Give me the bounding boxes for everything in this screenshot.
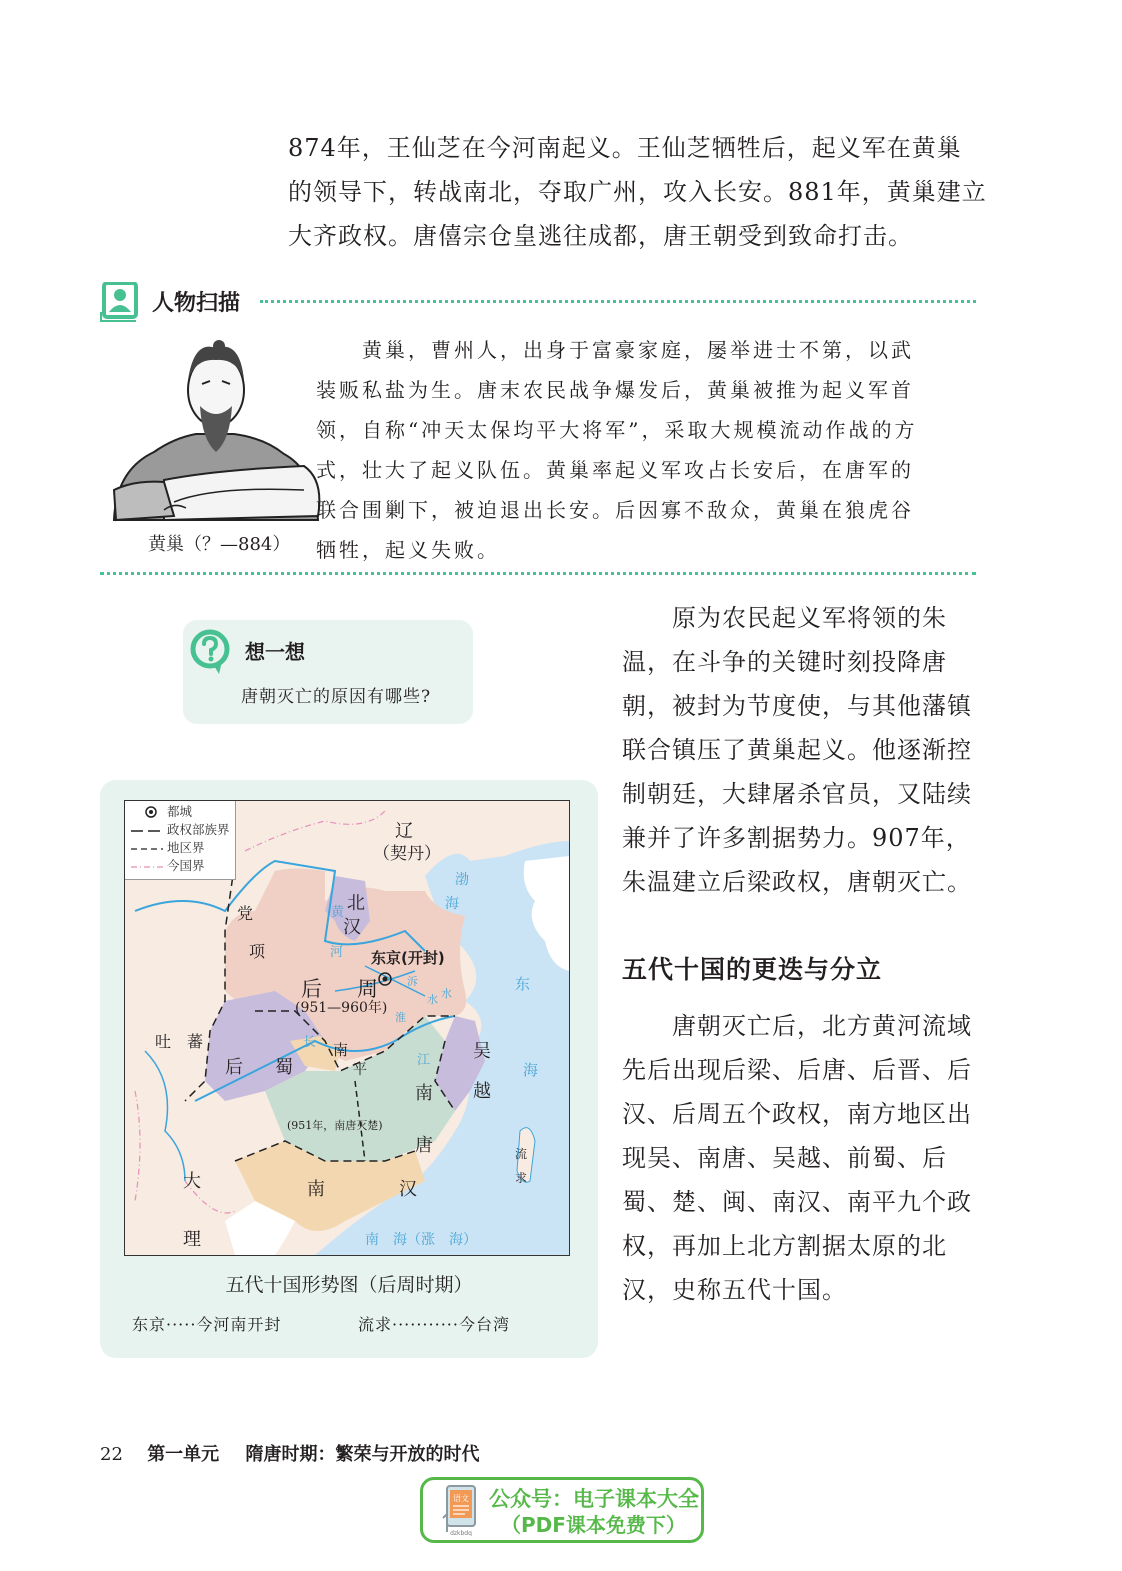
- zhuwen-paragraph: [622, 596, 982, 904]
- label-bohai-2: 海: [445, 896, 459, 912]
- label-wuyue-1: 吴: [473, 1041, 491, 1062]
- zhuwen-line: 原为农民起义军将领的朱: [622, 604, 947, 632]
- map-figure: [100, 780, 598, 1358]
- label-dali-2: 理: [183, 1229, 201, 1250]
- label-dangxiang-1: 党: [237, 904, 254, 923]
- label-chu-note: (951年，南唐灭楚): [287, 1119, 383, 1132]
- intro-paragraph: [288, 126, 987, 258]
- long-dash-line-icon: [129, 821, 165, 839]
- badge-line2: （PDF课本免费下）: [501, 1513, 686, 1537]
- think-question: 唐朝灭亡的原因有哪些?: [241, 687, 432, 707]
- question-bubble-icon: [189, 628, 231, 676]
- dash-dot-line-icon: [129, 857, 165, 875]
- dotted-divider: [260, 300, 976, 303]
- label-houzhou-years: (951—960年): [295, 1000, 388, 1016]
- zhuwen-line: 朱温建立后梁政权，唐朝灭亡。: [622, 868, 972, 896]
- unit-label: 第一单元: [147, 1444, 220, 1465]
- ebook-tablet-icon: [441, 1484, 481, 1536]
- page-number: 22: [100, 1444, 123, 1465]
- label-nantang-1: 南: [415, 1083, 433, 1104]
- watermark-badge: [420, 1477, 704, 1543]
- label-bohai-1: 渤: [455, 872, 469, 888]
- label-donghai-2: 海: [523, 1061, 539, 1079]
- label-capital: 东京(开封): [371, 949, 445, 967]
- label-nanping-1: 南: [333, 1041, 349, 1059]
- zhuwen-line: 温，在斗争的关键时刻投降唐: [622, 648, 947, 676]
- label-huanghe-2: 河: [330, 945, 344, 960]
- map-note-liuqiu: 流求···········今台湾: [358, 1315, 510, 1334]
- person-scan-title: 人物扫描: [152, 291, 241, 316]
- think-box: [183, 620, 473, 724]
- unit-title: 隋唐时期：繁荣与开放的时代: [245, 1444, 480, 1465]
- bio-line: 领，自称“冲天太保均平大将军”，采取大规模流动作战的方: [316, 418, 918, 442]
- label-wuyue-2: 越: [473, 1081, 491, 1102]
- section-line: 先后出现后梁、后唐、后晋、后: [622, 1056, 972, 1084]
- legend-regime-border: 政权部族界: [125, 821, 235, 839]
- section-line: 汉，史称五代十国。: [622, 1276, 847, 1304]
- section-line: 蜀、楚、闽、南汉、南平九个政: [622, 1188, 972, 1216]
- bio-line: 式，壮大了起义队伍。黄巢率起义军攻占长安后，在唐军的: [316, 458, 914, 482]
- label-sishui-2: 水: [441, 987, 452, 1000]
- legend-modern-border: 今国界: [125, 857, 235, 875]
- label-liao: 辽: [395, 821, 413, 842]
- svg-text:dzkbdq: dzkbdq: [450, 1530, 472, 1536]
- huangchao-portrait: [104, 330, 326, 526]
- zhuwen-line: 朝，被封为节度使，与其他藩镇: [622, 692, 972, 720]
- bio-line: 黄巢，曹州人，出身于富豪家庭，屡举进士不第，以武: [316, 338, 914, 362]
- label-liuqiu-1: 流: [515, 1147, 528, 1161]
- legend-region-border: 地区界: [125, 839, 235, 857]
- zhuwen-line: 联合镇压了黄巢起义。他逐渐控: [622, 736, 972, 764]
- intro-line: 的领导下，转战南北，夺取广州，攻入长安。881年，黄巢建立: [288, 178, 987, 206]
- bio-line: 牺牲，起义失败。: [316, 538, 500, 562]
- label-nanping-2: 平: [353, 1062, 367, 1078]
- map-note-dongjing: 东京·····今河南开封: [132, 1315, 282, 1334]
- think-title: 想一想: [245, 640, 305, 664]
- label-beihan-1: 北: [347, 893, 365, 914]
- label-tubo: 吐 蕃: [155, 1032, 204, 1051]
- intro-line: 874年，王仙芝在今河南起义。王仙芝牺牲后，起义军在黄巢: [288, 134, 962, 162]
- label-nanhai: 南 海（涨 海）: [365, 1232, 477, 1248]
- person-card-icon: [100, 282, 138, 322]
- intro-line: 大齐政权。唐僖宗仓皇逃往成都，唐王朝受到致命打击。: [288, 222, 913, 250]
- bio-line: 装贩私盐为生。唐末农民战争爆发后，黄巢被推为起义军首: [316, 378, 914, 402]
- label-nanhan-1: 南: [307, 1179, 325, 1200]
- person-bio: [316, 330, 976, 570]
- legend-capital: 都城: [125, 803, 235, 821]
- badge-line1: 公众号：电子课本大全: [489, 1487, 699, 1511]
- zhuwen-line: 制朝廷，大肆屠杀官员，又陆续: [622, 780, 972, 808]
- short-dash-line-icon: [129, 839, 165, 857]
- label-huaishui-2: 水: [427, 993, 438, 1006]
- label-dali-1: 大: [183, 1171, 201, 1192]
- label-dangxiang-2: 项: [249, 942, 266, 961]
- icon-label: 语文: [453, 1494, 469, 1503]
- label-sishui-1: 泝: [407, 975, 418, 988]
- map-legend: [125, 801, 236, 880]
- section-paragraph: [622, 1004, 982, 1312]
- section-line: 权，再加上北方割据太原的北: [622, 1232, 947, 1260]
- label-huanghe-1: 黄: [331, 905, 345, 920]
- label-nantang-2: 唐: [415, 1135, 433, 1156]
- label-huaishui-1: 淮: [395, 1011, 406, 1024]
- label-houshu-1: 后: [225, 1057, 243, 1078]
- capital-icon: [129, 803, 165, 821]
- label-beihan-2: 汉: [343, 917, 361, 938]
- zhuwen-line: 兼并了许多割据势力。907年，: [622, 824, 971, 852]
- label-changjiang-2: 江: [417, 1053, 431, 1068]
- person-scan-header: [100, 282, 976, 326]
- label-changjiang-1: 长: [303, 1035, 317, 1050]
- dotted-divider: [100, 572, 976, 575]
- label-nanhan-2: 汉: [399, 1179, 417, 1200]
- label-khitan: （契丹）: [373, 844, 441, 864]
- label-houzhou-2: 周: [357, 977, 378, 1001]
- label-liuqiu-2: 求: [515, 1171, 528, 1185]
- portrait-caption: 黄巢（？—884）: [148, 534, 291, 555]
- bio-line: 联合围剿下，被迫退出长安。后因寡不敌众，黄巢在狼虎谷: [316, 498, 914, 522]
- label-houzhou-1: 后: [301, 977, 322, 1001]
- section-heading: 五代十国的更迭与分立: [622, 955, 883, 984]
- label-donghai-1: 东: [515, 975, 531, 993]
- label-houshu-2: 蜀: [275, 1057, 293, 1078]
- page-footer: [100, 1440, 479, 1466]
- five-dynasties-map: [124, 800, 570, 1256]
- map-caption: 五代十国形势图（后周时期）: [225, 1274, 473, 1296]
- section-line: 现吴、南唐、吴越、前蜀、后: [622, 1144, 947, 1172]
- section-line: 唐朝灭亡后，北方黄河流域: [622, 1012, 972, 1040]
- section-line: 汉、后周五个政权，南方地区出: [622, 1100, 972, 1128]
